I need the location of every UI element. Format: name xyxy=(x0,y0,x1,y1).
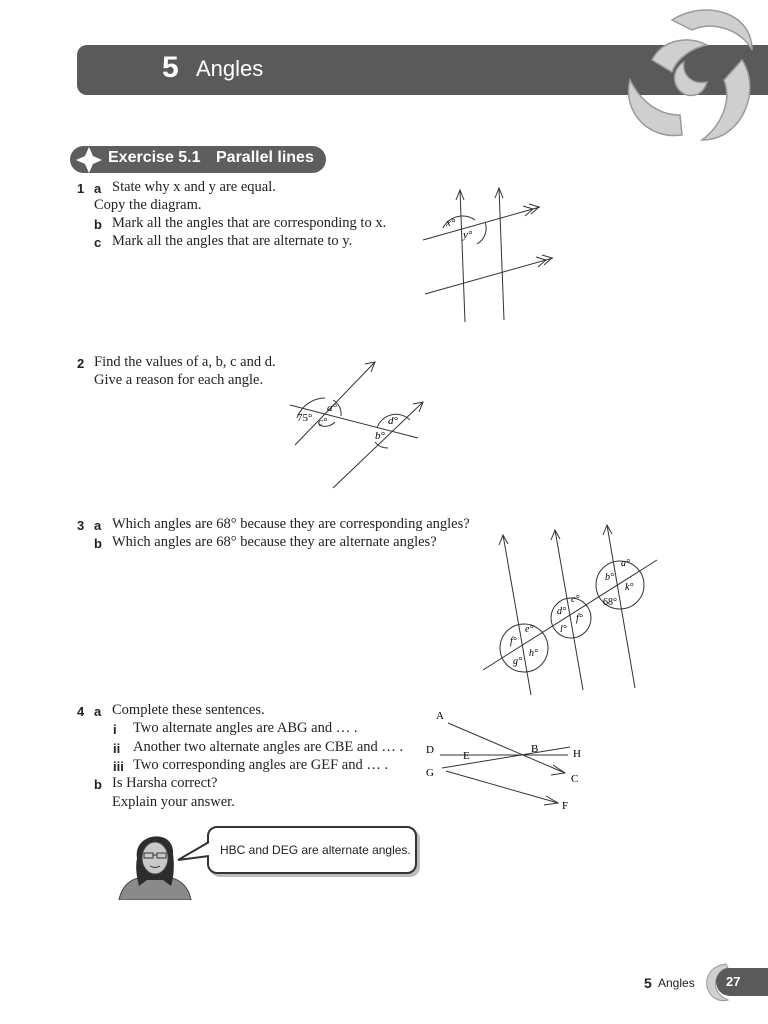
question-1a-text: State why x and y are equal. xyxy=(112,179,276,195)
question-4a-text: Complete these sentences. xyxy=(112,702,265,718)
question-4b-text: Is Harsha correct? xyxy=(112,775,218,791)
swirl-logo-icon xyxy=(612,0,768,150)
page-number-tab xyxy=(716,968,768,996)
angle-l-q3: l° xyxy=(560,624,567,635)
question-3-number: 3 xyxy=(77,518,85,533)
speech-text: HBC and DEG are alternate angles. xyxy=(220,843,411,857)
question-1a-text2: Copy the diagram. xyxy=(94,197,202,213)
question-1b-label: b xyxy=(94,217,102,232)
question-4ai-label: i xyxy=(113,722,117,737)
chapter-number: 5 xyxy=(162,51,179,84)
question-3a-text: Which angles are 68° because they are corresponding angles? xyxy=(112,516,470,532)
chapter-title: Angles xyxy=(196,56,264,81)
angle-b-label: b° xyxy=(375,430,385,442)
angle-a-label: a° xyxy=(327,402,337,414)
point-f-label: F xyxy=(562,800,569,812)
angle-f2-q3: f° xyxy=(576,613,583,624)
angle-68-q3: 68° xyxy=(603,597,617,608)
question-4aiii-text: Two corresponding angles are GEF and … . xyxy=(133,757,389,773)
question-2-number: 2 xyxy=(77,356,85,371)
angle-75-label: 75° xyxy=(297,412,313,424)
angle-c-q3: c° xyxy=(571,594,580,605)
question-4aiii-label: iii xyxy=(113,759,124,774)
question-4-diagram xyxy=(420,705,595,815)
question-4aii-label: ii xyxy=(113,741,121,756)
angle-d-label: d° xyxy=(388,415,398,427)
question-4aii-text: Another two alternate angles are CBE and … . xyxy=(133,739,404,755)
question-1a-label: a xyxy=(94,181,102,196)
question-1c-label: c xyxy=(94,235,102,250)
angle-e-q3: e° xyxy=(525,624,534,635)
question-3-diagram xyxy=(475,520,665,700)
footer-chapter-name: Angles xyxy=(658,976,695,990)
question-3b-label: b xyxy=(94,536,102,551)
angle-f-q3: f° xyxy=(510,636,517,647)
question-2-text2: Give a reason for each angle. xyxy=(94,372,264,388)
angle-y-label: y° xyxy=(463,229,473,241)
speech-bubble-tail xyxy=(176,836,210,866)
point-g-label: G xyxy=(426,767,434,779)
angle-b-q3: b° xyxy=(605,572,614,583)
point-b-label: B xyxy=(531,743,539,755)
question-2-text: Find the values of a, b, c and d. xyxy=(94,354,276,370)
angle-x-label: x° xyxy=(446,217,456,229)
exercise-label: Exercise 5.1 xyxy=(108,149,201,166)
angle-a-q3: a° xyxy=(621,558,630,569)
point-h-label: H xyxy=(573,748,581,760)
angle-k-q3: k° xyxy=(625,582,634,593)
question-4a-label: a xyxy=(94,704,102,719)
question-4-number: 4 xyxy=(77,704,85,719)
angle-d-q3: d° xyxy=(557,606,566,617)
point-a-label: A xyxy=(436,710,444,722)
point-d-label: D xyxy=(426,744,434,756)
diamond-star-icon xyxy=(74,145,104,175)
question-4b-text2: Explain your answer. xyxy=(112,794,235,810)
point-e-label: E xyxy=(463,750,470,762)
question-1-diagram xyxy=(415,180,565,330)
page-number: 27 xyxy=(726,974,741,989)
angle-h-q3: h° xyxy=(529,648,538,659)
angle-g-q3: g° xyxy=(513,656,522,667)
exercise-title: Parallel lines xyxy=(216,149,314,166)
question-2-diagram xyxy=(285,350,430,495)
question-1-number: 1 xyxy=(77,181,85,196)
question-1c-text: Mark all the angles that are alternate to y. xyxy=(112,233,353,249)
question-4b-label: b xyxy=(94,777,102,792)
question-4ai-text: Two alternate angles are ABG and … . xyxy=(133,720,358,736)
footer-chapter-number: 5 xyxy=(644,975,652,991)
question-3b-text: Which angles are 68° because they are alternate angles? xyxy=(112,534,437,550)
question-1b-text: Mark all the angles that are corresponding to x. xyxy=(112,215,387,231)
angle-c-label: c° xyxy=(318,416,328,428)
question-3a-label: a xyxy=(94,518,102,533)
point-c-label: C xyxy=(571,773,579,785)
